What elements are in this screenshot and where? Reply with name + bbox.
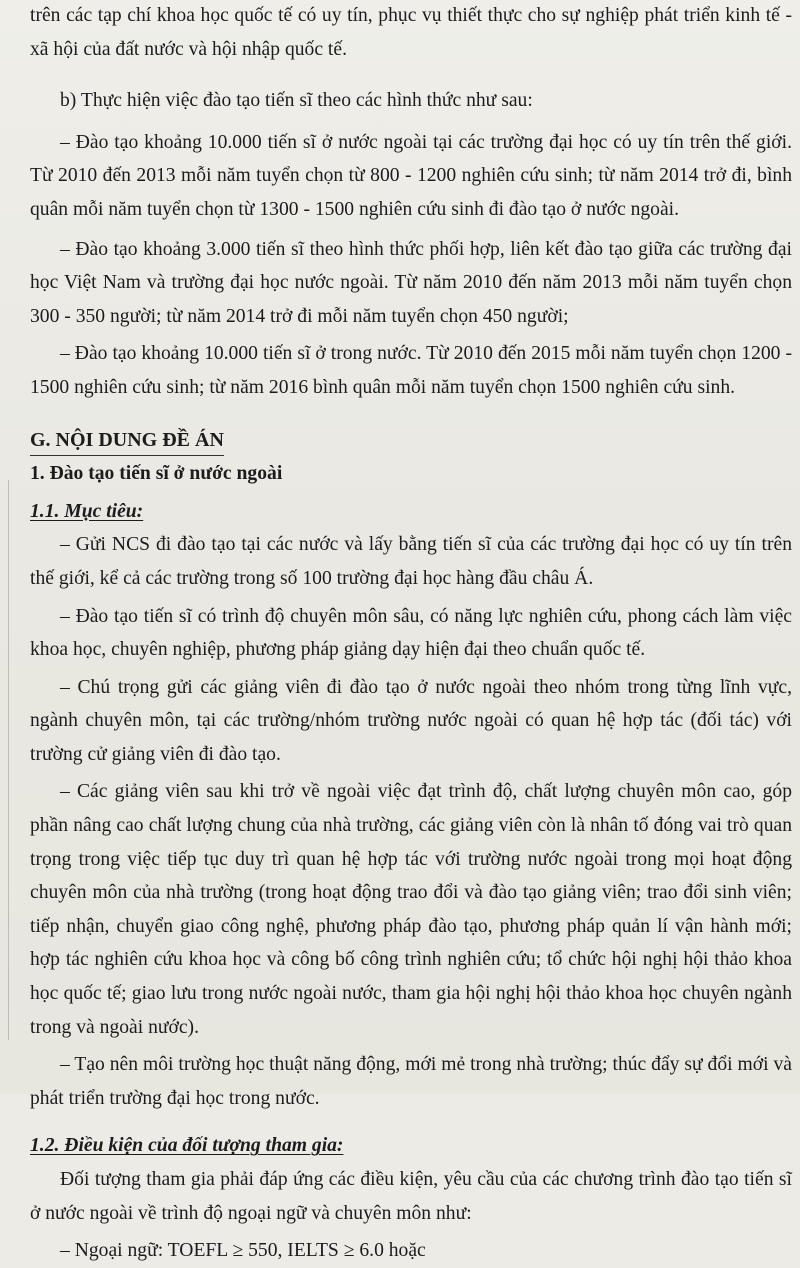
document-body <box>30 0 792 1268</box>
paragraph-b-forms: b) Thực hiện việc đào tạo tiến sĩ theo các hình thức như sau: <box>60 90 533 112</box>
paragraph-academic-environment: – Tạo nên môi trường học thuật năng động, mới mẻ trong nhà trường; thúc đẩy sự đổi mới và phát triển trường đại học trong nước. <box>30 1054 792 1109</box>
heading-abroad-training: 1. Đào tạo tiến sĩ ở nước ngoài <box>30 463 283 485</box>
scan-edge-line <box>8 480 9 1040</box>
paragraph-group-training: – Chú trọng gửi các giảng viên đi đào tạo ở nước ngoài theo nhóm trong từng lĩnh vực, ngành chuyên môn, tại các trường/nhóm trường nước ngoài có quan hệ hợp tác (đối tác) với trường cử giảng viên đi đào tạo. <box>30 676 792 765</box>
paragraph-train-experts: – Đào tạo tiến sĩ có trình độ chuyên môn sâu, có năng lực nghiên cứu, phong cách làm việc khoa học, chuyên nghiệp, phương pháp giảng dạy hiện đại theo chuẩn quốc tế. <box>30 605 792 661</box>
paragraph-language-requirement: – Ngoại ngữ: TOEFL ≥ 550, IELTS ≥ 6.0 hoặc <box>60 1240 426 1262</box>
paragraph-send-ncs: – Gửi NCS đi đào tạo tại các nước và lấy bằng tiến sĩ của các trường đại học có uy tín trên thế giới, kể cả các trường trong số 100 trường đại học hàng đầu châu Á. <box>30 534 792 589</box>
heading-participant-conditions: 1.2. Điều kiện của đối tượng tham gia: <box>30 1135 344 1157</box>
paragraph-joint-3000: – Đào tạo khoảng 3.000 tiến sĩ theo hình thức phối hợp, liên kết đào tạo giữa các trường đại học Việt Nam và trường đại học nước ngoài. Từ năm 2010 đến năm 2013 mỗi năm tuyển chọn 300 - 350 người; từ năm 2014 trở đi mỗi năm tuyển chọn 450 người; <box>30 238 792 327</box>
paragraph-domestic-10000: – Đào tạo khoảng 10.000 tiến sĩ ở trong nước. Từ 2010 đến 2015 mỗi năm tuyển chọn 1200 - 1500 nghiên cứu sinh; từ năm 2016 bình quân mỗi năm tuyển chọn 1500 nghiên cứu sinh. <box>30 343 792 398</box>
paragraph-returning-lecturers: – Các giảng viên sau khi trở về ngoài việc đạt trình độ, chất lượng chuyên môn cao, góp phần nâng cao chất lượng chung của nhà trường, các giảng viên còn là nhân tố đóng vai trò quan trọng trong việc tiếp tục duy trì quan hệ hợp tác với trường nước ngoài trong mọi hoạt động chuyên môn của nhà trường (trong hoạt động trao đổi và đào tạo giảng viên; trao đổi sinh viên; tiếp nhận, chuyển giao công nghệ, phương pháp đào tạo, phương pháp quản lí vận hành mới; hợp tác nghiên cứu khoa học và công bố công trình nghiên cứu; tổ chức hội nghị hội thảo khoa học quốc tế; giao lưu trong nước ngoài nước, tham gia hội nghị hội thảo khoa học chuyên ngành trong và ngoài nước). <box>30 781 792 1038</box>
paragraph-requirements: Đối tượng tham gia phải đáp ứng các điều kiện, yêu cầu của các chương trình đào tạo tiến sĩ ở nước ngoài về trình độ ngoại ngữ và chuyên môn như: <box>30 1169 792 1224</box>
paragraph-intro-continuation: trên các tạp chí khoa học quốc tế có uy tín, phục vụ thiết thực cho sự nghiệp phát triển kinh tế - xã hội của đất nước và hội nhập quốc tế. <box>30 5 792 60</box>
paragraph-abroad-10000: – Đào tạo khoảng 10.000 tiến sĩ ở nước ngoài tại các trường đại học có uy tín trên thế giới. Từ 2010 đến 2013 mỗi năm tuyển chọn từ 800 - 1200 nghiên cứu sinh; từ năm 2014 trở đi, bình quân mỗi năm tuyển chọn từ 1300 - 1500 nghiên cứu sinh đi đào tạo ở nước ngoài. <box>30 131 792 220</box>
heading-objectives: 1.1. Mục tiêu: <box>30 500 144 522</box>
section-heading-g: G. NỘI DUNG ĐỀ ÁN <box>30 425 224 456</box>
